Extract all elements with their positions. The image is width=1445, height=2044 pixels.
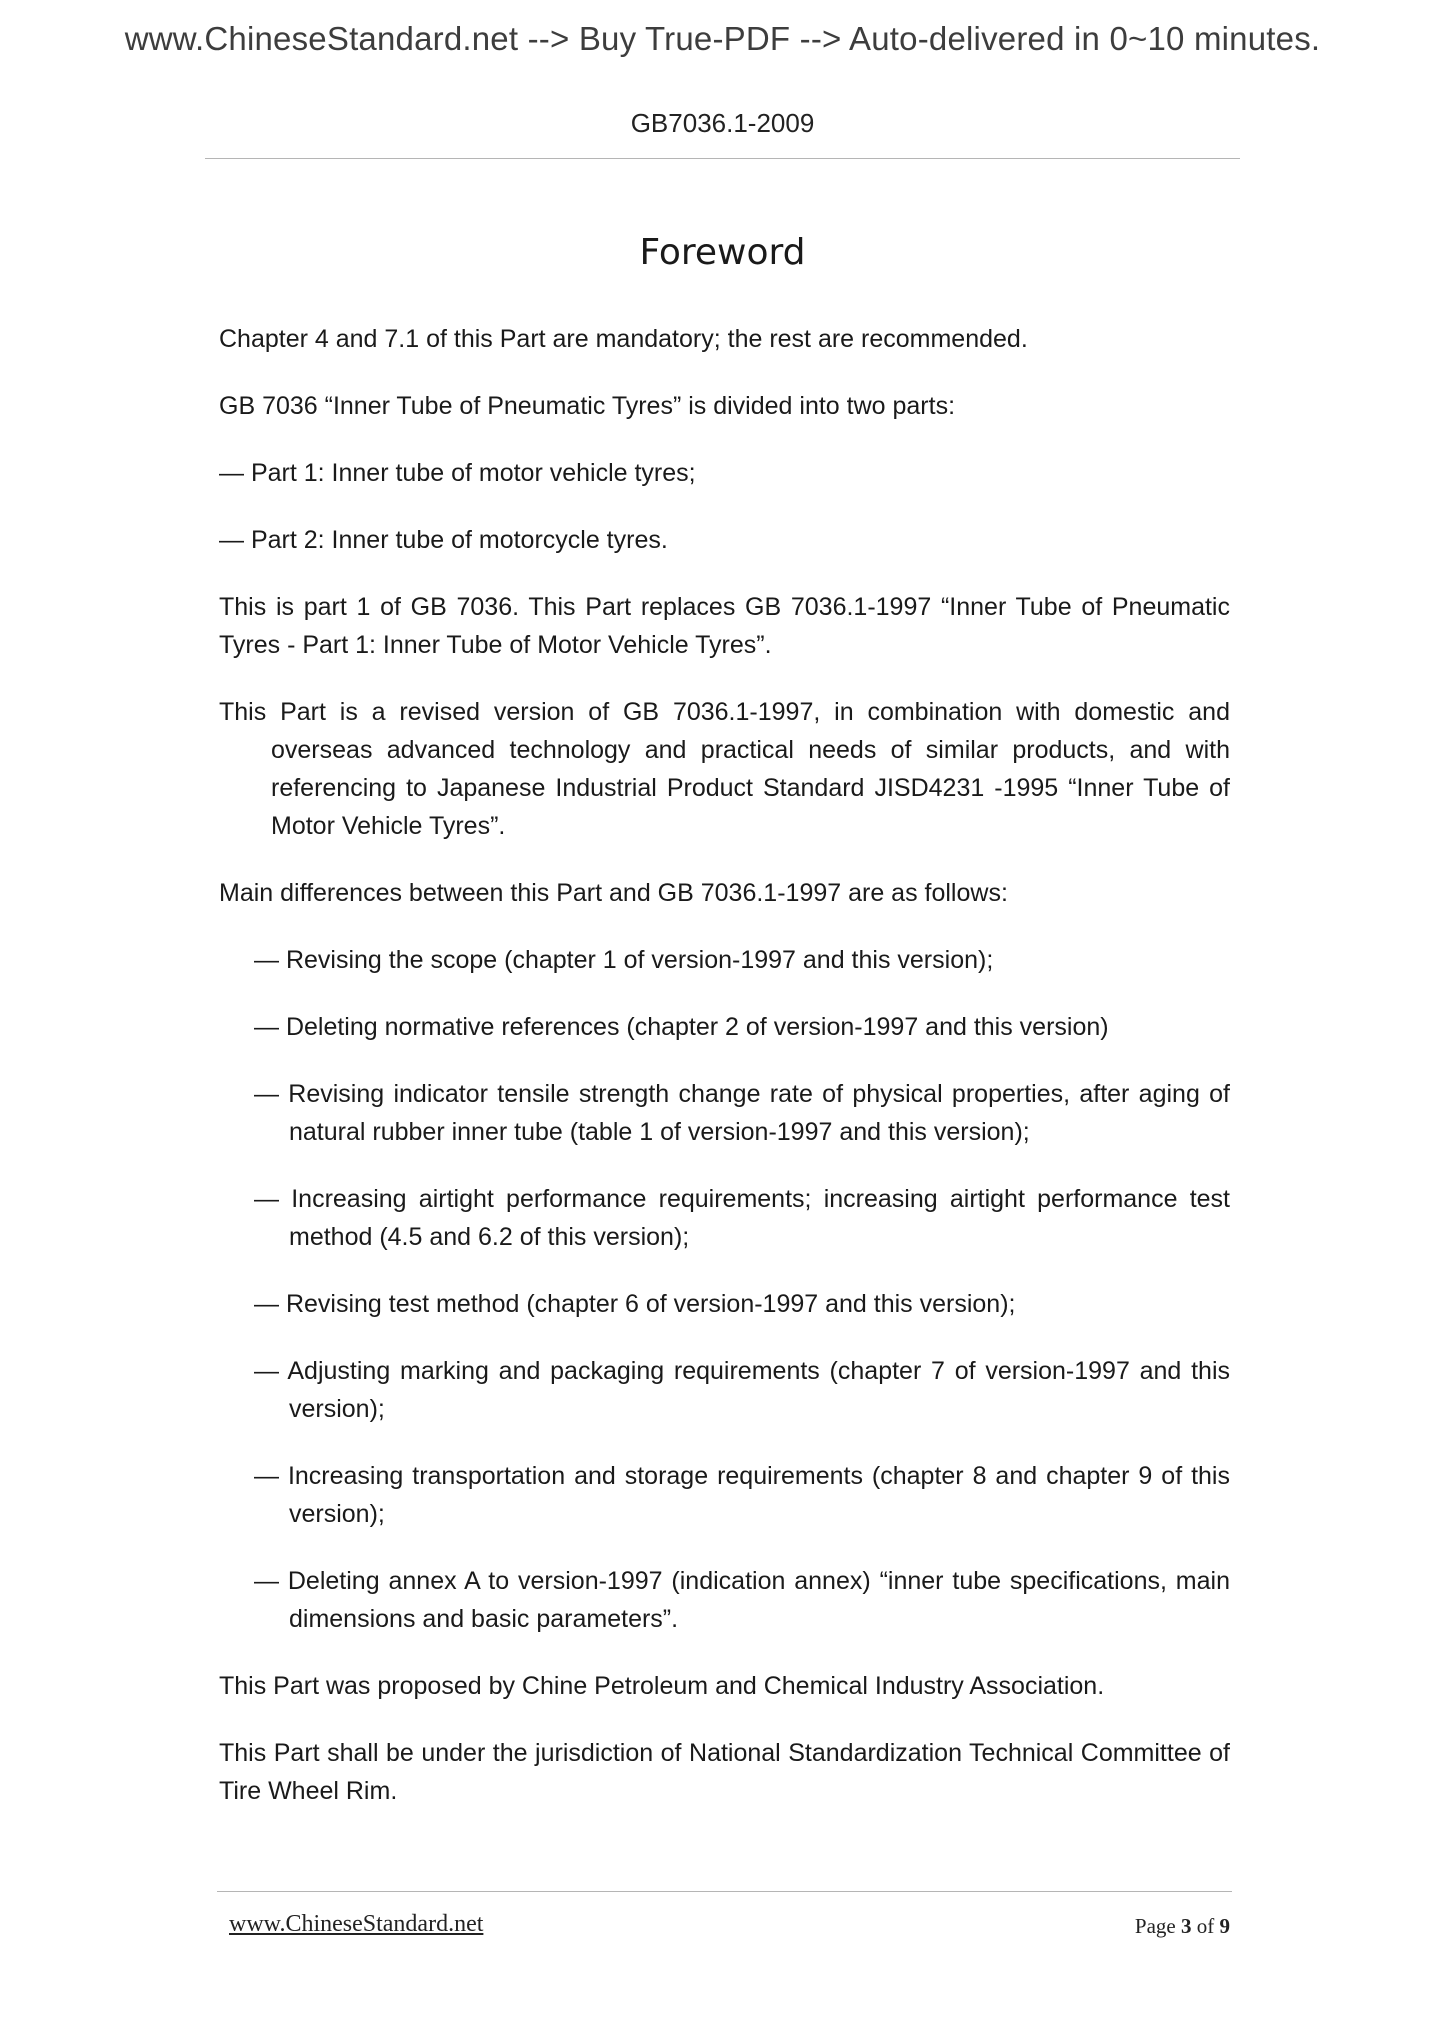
paragraph-jurisdiction: This Part shall be under the jurisdiction of National Standardization Technical Committee of Tire Wheel Rim. [219, 1739, 1230, 1805]
list-item: — Increasing airtight performance requirements; increasing airtight performance test method (4.5 and 6.2 of this version); [254, 1185, 1230, 1251]
page-number [1135, 1914, 1230, 1939]
page-of-label: of [1196, 1914, 1215, 1938]
list-item: — Adjusting marking and packaging requirements (chapter 7 of version-1997 and this version); [254, 1357, 1230, 1423]
paragraph-differences-intro: Main differences between this Part and GB 7036.1-1997 are as follows: [219, 879, 1008, 907]
header-divider [205, 158, 1240, 159]
paragraph-revision-basis: This Part is a revised version of GB 7036.1-1997, in combination with domestic and overseas advanced technology and practical needs of similar products, and with referencing to Japanese Industrial Product Standard JISD4231 -1995 “Inner Tube of Motor Vehicle Tyres”. [219, 698, 1230, 840]
page-title: Foreword [639, 232, 806, 273]
paragraph-replacement: This is part 1 of GB 7036. This Part replaces GB 7036.1-1997 “Inner Tube of Pneumatic Tyres - Part 1: Inner Tube of Motor Vehicle Tyres”. [219, 593, 1230, 659]
footer-website-link[interactable]: www.ChineseStandard.net [229, 1911, 484, 1937]
foreword-body [219, 320, 1230, 1839]
paragraph-parts-intro: GB 7036 “Inner Tube of Pneumatic Tyres” is divided into two parts: [219, 392, 956, 420]
footer-divider [217, 1891, 1232, 1892]
page-total: 9 [1219, 1914, 1230, 1938]
paragraph-part-2: — Part 2: Inner tube of motorcycle tyres. [219, 526, 668, 554]
paragraph-mandatory-clauses: Chapter 4 and 7.1 of this Part are mandatory; the rest are recommended. [219, 325, 1028, 353]
page-label: Page [1134, 1914, 1176, 1938]
list-item: — Deleting normative references (chapter 2 of version-1997 and this version) [254, 1013, 1109, 1041]
list-item: — Revising the scope (chapter 1 of version-1997 and this version); [254, 946, 994, 974]
list-item: — Deleting annex A to version-1997 (indication annex) “inner tube specifications, main dimensions and basic parameters”. [254, 1567, 1230, 1633]
paragraph-part-1: — Part 1: Inner tube of motor vehicle tyres; [219, 459, 696, 487]
paragraph-proposed-by: This Part was proposed by Chine Petroleum and Chemical Industry Association. [219, 1672, 1105, 1700]
header-banner-link[interactable]: www.ChineseStandard.net --> Buy True-PDF --> Auto-delivered in 0~10 minutes. [124, 20, 1321, 57]
list-item: — Revising test method (chapter 6 of version-1997 and this version); [254, 1290, 1016, 1318]
list-item: — Increasing transportation and storage requirements (chapter 8 and chapter 9 of this version); [254, 1462, 1230, 1528]
list-item: — Revising indicator tensile strength change rate of physical properties, after aging of natural rubber inner tube (table 1 of version-1997 and this version); [254, 1080, 1230, 1146]
document-code: GB7036.1-2009 [630, 108, 815, 138]
page-current: 3 [1181, 1914, 1192, 1938]
